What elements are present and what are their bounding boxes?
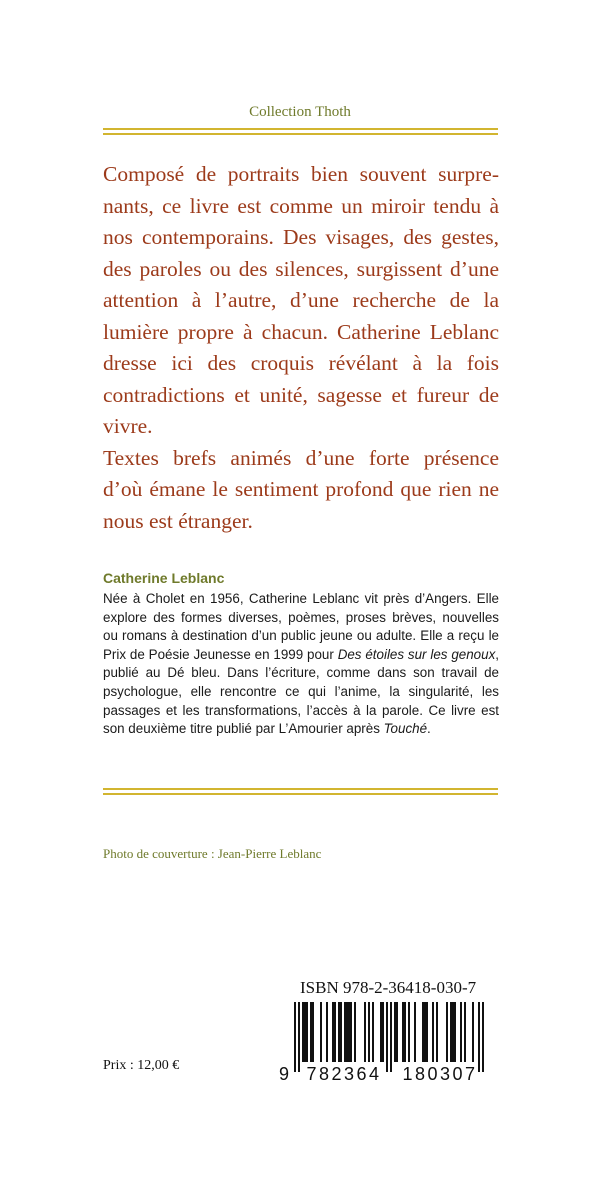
author-bio (103, 590, 499, 739)
barcode-bar (380, 1002, 382, 1062)
price: Prix : 12,00 € (103, 1058, 180, 1073)
barcode-bar (338, 1002, 340, 1062)
barcode-bar (298, 1002, 300, 1072)
barcode-bar (394, 1002, 396, 1062)
bottom-double-rule (103, 788, 498, 798)
bio-book-title: Touché (383, 721, 428, 737)
barcode-bar (422, 1002, 424, 1062)
barcode-bar (472, 1002, 474, 1062)
barcode-bar (482, 1002, 484, 1072)
barcode-bar (408, 1002, 410, 1062)
barcode-bar (382, 1002, 384, 1062)
barcode-bar (348, 1002, 350, 1062)
top-double-rule (103, 128, 498, 138)
barcode-bar (340, 1002, 342, 1062)
barcode-bar (332, 1002, 334, 1062)
barcode-bar (404, 1002, 406, 1062)
barcode-bar (326, 1002, 328, 1062)
blurb-paragraph-1: Composé de portraits bien souvent surpre-nants, ce livre est comme un miroir tendu à nos contemporains. Des visages, des gestes, des paroles ou des silences, surgissent d’une attention à l’autre, d’une recherche de la lumière propre à chacun. Catherine Leblanc dresse ici des croquis révélant à la fois contradictions et unité, sagesse et fureur de vivre. (103, 162, 499, 438)
barcode-bar (426, 1002, 428, 1062)
barcode-bar (464, 1002, 466, 1062)
bio-text: Née à Cholet en 1956, Catherine Leblanc vit près d’Angers. Elle explore des formes diverses, poèmes, proses brèves, nouvelles ou romans à destination d’un public jeune ou adulte. Elle a reçu le Prix de Poésie Jeunesse en 1999 pour (103, 591, 499, 662)
bio-text: , publié au Dé bleu. Dans l’écriture, comme dans son travail de psychologue, elle rencontre ce qui l’anime, la singularité, les passages et les transformations, l’accès à la parole. Ce livre est son deuxième titre publié par L’Amourier après (103, 646, 500, 737)
barcode-bar (372, 1002, 374, 1062)
bio-book-title: Des étoiles sur les genoux (337, 646, 496, 662)
barcode-bar (346, 1002, 348, 1062)
barcode-bar (320, 1002, 322, 1062)
barcode-bar (396, 1002, 398, 1062)
bio-text: . (427, 721, 431, 737)
photo-credit: Photo de couverture : Jean-Pierre Leblanc (103, 846, 322, 861)
barcode-bar (364, 1002, 366, 1062)
author-name: Catherine Leblanc (103, 570, 225, 586)
blurb-paragraph-2: Textes brefs animés d’une forte présence d’où émane le sentiment profond que rien ne nous est étranger. (103, 445, 499, 533)
back-cover-blurb (103, 159, 499, 537)
barcode-bar (310, 1002, 312, 1062)
barcode-bars (294, 1002, 484, 1072)
barcode-bar (334, 1002, 336, 1062)
barcode-bar (452, 1002, 454, 1062)
barcode-bar (386, 1002, 388, 1072)
barcode (278, 1002, 500, 1084)
barcode-bar (432, 1002, 434, 1062)
barcode-digit-first: 9 (278, 1064, 290, 1084)
isbn-number: ISBN 978-2-36418-030-7 (300, 978, 477, 997)
barcode-bar (446, 1002, 448, 1062)
barcode-bar (424, 1002, 426, 1062)
barcode-bar (294, 1002, 296, 1072)
barcode-bar (302, 1002, 304, 1062)
barcode-bar (312, 1002, 314, 1062)
barcode-digits-right: 180307 (402, 1064, 478, 1084)
barcode-bar (368, 1002, 370, 1062)
barcode-bar (450, 1002, 452, 1062)
barcode-bar (354, 1002, 356, 1062)
barcode-bar (478, 1002, 480, 1072)
barcode-bar (390, 1002, 392, 1072)
barcode-bar (306, 1002, 308, 1062)
barcode-bar (460, 1002, 462, 1062)
barcode-digits-left: 782364 (306, 1064, 382, 1084)
collection-name: Collection Thoth (249, 104, 351, 120)
barcode-bar (414, 1002, 416, 1062)
barcode-bar (402, 1002, 404, 1062)
barcode-bar (350, 1002, 352, 1062)
barcode-bar (304, 1002, 306, 1062)
barcode-bar (436, 1002, 438, 1062)
barcode-bar (344, 1002, 346, 1062)
barcode-bar (454, 1002, 456, 1062)
